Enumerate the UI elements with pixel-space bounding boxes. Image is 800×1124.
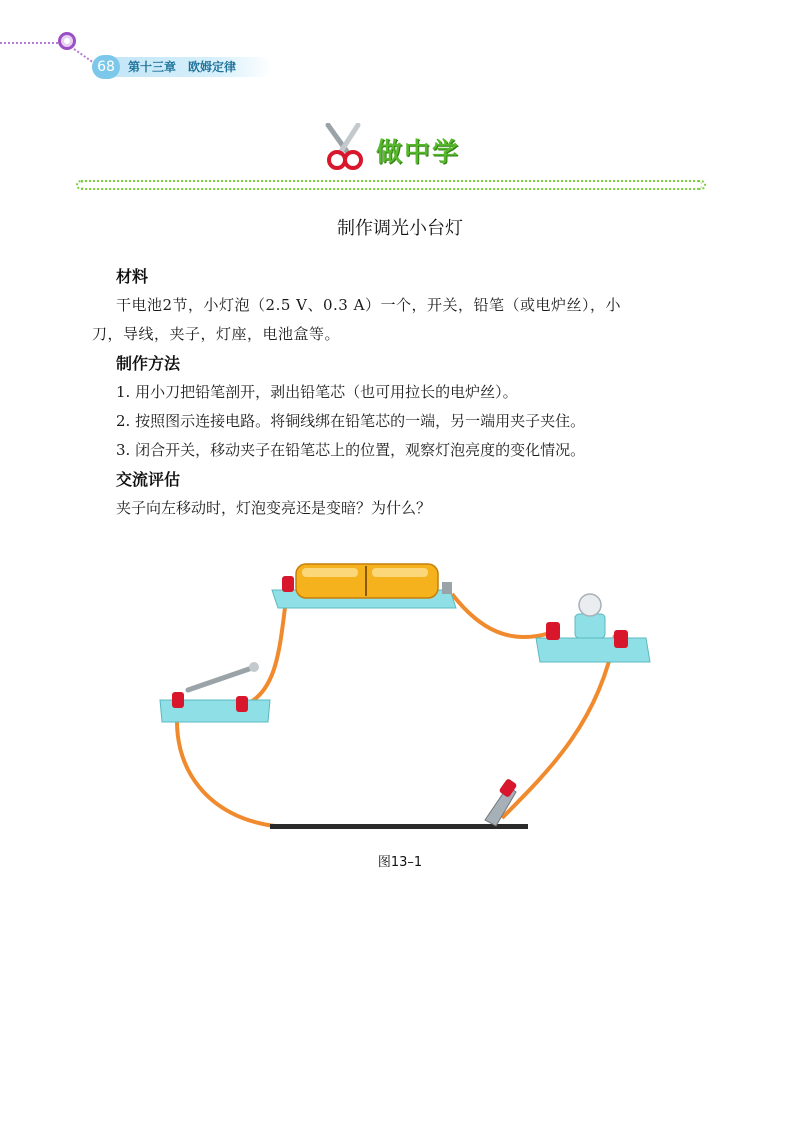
wire-battery-to-lamp <box>452 594 550 637</box>
materials-line-1: 干电池2节，小灯泡（2.5 V、0.3 A）一个，开关，铅笔（或电炉丝），小 <box>116 296 621 314</box>
chapter-title: 第十三章 欧姆定律 <box>128 60 237 74</box>
discussion-heading: 交流评估 <box>116 470 181 489</box>
page-number: 68 <box>92 55 120 79</box>
switch <box>160 662 270 722</box>
step-item: 2. 按照图示连接电路。将铜线绑在铅笔芯的一端，另一端用夹子夹住。 <box>116 412 586 430</box>
step-item: 1. 用小刀把铅笔剖开，剥出铅笔芯（也可用拉长的电炉丝）。 <box>116 383 518 401</box>
section-title: 做中学 <box>376 138 461 168</box>
figure-caption: 图13–1 <box>377 855 423 870</box>
article-title: 制作调光小台灯 <box>337 218 463 239</box>
discussion-question: 夹子向左移动时，灯泡变亮还是变暗？为什么？ <box>116 499 432 517</box>
section-divider <box>80 180 702 190</box>
battery-holder <box>272 564 456 608</box>
materials-heading: 材料 <box>116 267 149 286</box>
materials-line-2: 刀，导线，夹子，灯座，电池盒等。 <box>92 325 341 343</box>
pencil-lead <box>270 824 528 829</box>
article-body <box>92 262 706 523</box>
header-dotted-line-diagonal <box>73 48 92 62</box>
scissors-icon <box>318 123 374 171</box>
wire-switch-to-pencil <box>177 705 275 826</box>
alligator-clip <box>485 778 518 826</box>
lamp-holder <box>536 594 650 662</box>
method-heading: 制作方法 <box>116 354 181 373</box>
step-item: 3. 闭合开关，移动夹子在铅笔芯上的位置，观察灯泡亮度的变化情况。 <box>116 441 586 459</box>
header-dotted-line <box>0 42 62 44</box>
circuit-illustration <box>150 550 670 840</box>
header-ring-icon <box>58 32 76 50</box>
